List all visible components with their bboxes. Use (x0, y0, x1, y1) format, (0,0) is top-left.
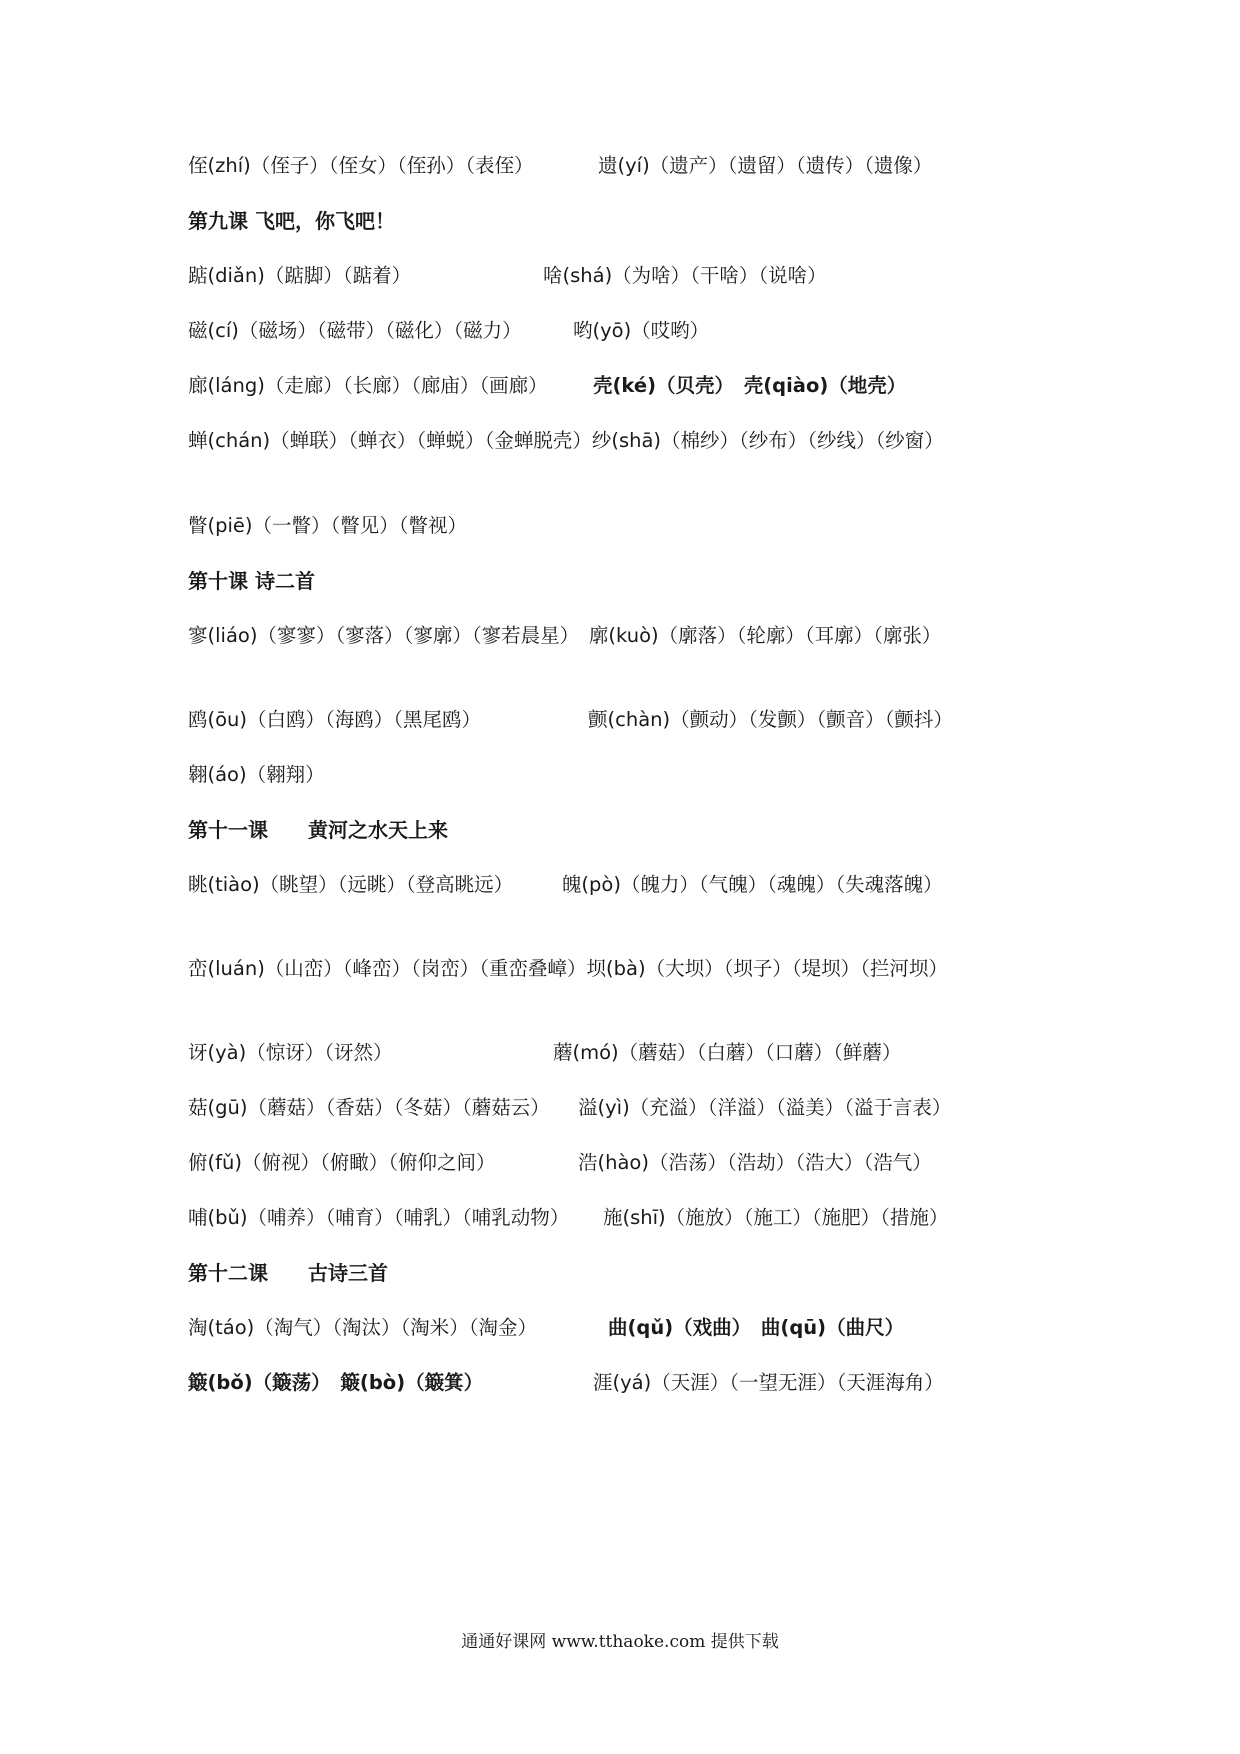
entry-text: 施(shī)（施放）（施工）（施肥）（措施） (603, 1206, 949, 1229)
entry-row (188, 1367, 1063, 1399)
entry-row (188, 704, 1063, 736)
entry-text: 蘑(mó)（蘑菇）（白蘑）（口蘑）（鲜蘑） (553, 1041, 902, 1064)
entry-text: 簸(bǒ)（簸荡） 簸(bò)（簸箕） (188, 1371, 484, 1394)
entry-row (188, 1202, 1063, 1234)
entry-text: 哺(bǔ)（哺养）（哺育）（哺乳）（哺乳动物） (188, 1206, 570, 1229)
entry-text: 哟(yō)（哎哟） (573, 319, 710, 342)
lesson-heading: 第十二课 古诗三首 (188, 1261, 388, 1285)
entry-text: 瞥(piē)（一瞥）（瞥见）（瞥视） (188, 514, 468, 537)
entry-text: 眺(tiào)（眺望）（远眺）（登高眺远） 魄(pò)（魄力）（气魄）（魂魄）（失魂落魄） (188, 873, 943, 896)
entry-text: 遗(yí)（遗产）（遗留）（遗传）（遗像） (598, 154, 933, 177)
entry-text: 廊(láng)（走廊）（长廊）（廊庙）（画廊） (188, 374, 548, 397)
lesson-heading: 第十课 诗二首 (188, 569, 315, 593)
entry-text: 涯(yá)（天涯）（一望无涯）（天涯海角） (593, 1371, 944, 1394)
entry-text: 壳(ké)（贝壳） 壳(qiào)（地壳） (593, 374, 907, 397)
lesson-heading: 第十一课 黄河之水天上来 (188, 818, 448, 842)
entry-text: 淘(táo)（淘气）（淘汰）（淘米）（淘金） (188, 1316, 537, 1339)
entry-row (188, 1312, 1063, 1344)
entry-row (188, 315, 1063, 347)
entry-text: 蝉(chán)（蝉联）（蝉衣）（蝉蜕）（金蝉脱壳）纱(shā)（棉纱）（纱布）（纱线）（纱窗） (188, 429, 944, 452)
entry-row (188, 759, 1063, 791)
entry-text: 菇(gū)（蘑菇）（香菇）（冬菇）（蘑菇云） (188, 1096, 550, 1119)
entry-row (188, 510, 1063, 542)
entry-row (188, 1037, 1063, 1069)
entry-row (188, 1092, 1063, 1124)
page-footer: 通通好课网 www.tthaoke.com 提供下载 (461, 1632, 779, 1652)
entry-text: 曲(qǔ)（戏曲） 曲(qū)（曲尺） (608, 1316, 905, 1339)
entry-text: 浩(hào)（浩荡）（浩劫）（浩大）（浩气） (578, 1151, 932, 1174)
entry-text: 峦(luán)（山峦）（峰峦）（岗峦）（重峦叠嶂）坝(bà)（大坝）（坝子）（堤坝）（拦河坝） (188, 957, 948, 980)
entry-text: 讶(yà)（惊讶）（讶然） (188, 1041, 393, 1064)
entry-text: 寥(liáo)（寥寥）（寥落）（寥廓）（寥若晨星） 廓(kuò)（廓落）（轮廓）（耳廓）（廓张） (188, 624, 942, 647)
entry-text: 磁(cí)（磁场）（磁带）（磁化）（磁力） (188, 319, 522, 342)
entry-row (188, 260, 1063, 292)
entry-row (188, 370, 1063, 402)
entry-text: 颤(chàn)（颤动）（发颤）（颤音）（颤抖） (588, 708, 953, 731)
lesson-heading: 第九课 飞吧，你飞吧！ (188, 209, 395, 233)
entry-text: 俯(fǔ)（俯视）（俯瞰）（俯仰之间） (188, 1151, 496, 1174)
entry-row (188, 1147, 1063, 1179)
entry-text: 啥(shá)（为啥）（干啥）（说啥） (543, 264, 827, 287)
entry-text: 侄(zhí)（侄子）（侄女）（侄孙）（表侄） (188, 154, 534, 177)
entry-text: 鸥(ōu)（白鸥）（海鸥）（黑尾鸥） (188, 708, 482, 731)
entry-text: 翱(áo)（翱翔） (188, 763, 325, 786)
entry-text: 溢(yì)（充溢）（洋溢）（溢美）（溢于言表） (578, 1096, 952, 1119)
entry-row (188, 150, 1063, 182)
entry-text: 踮(diǎn)（踮脚）（踮着） (188, 264, 412, 287)
